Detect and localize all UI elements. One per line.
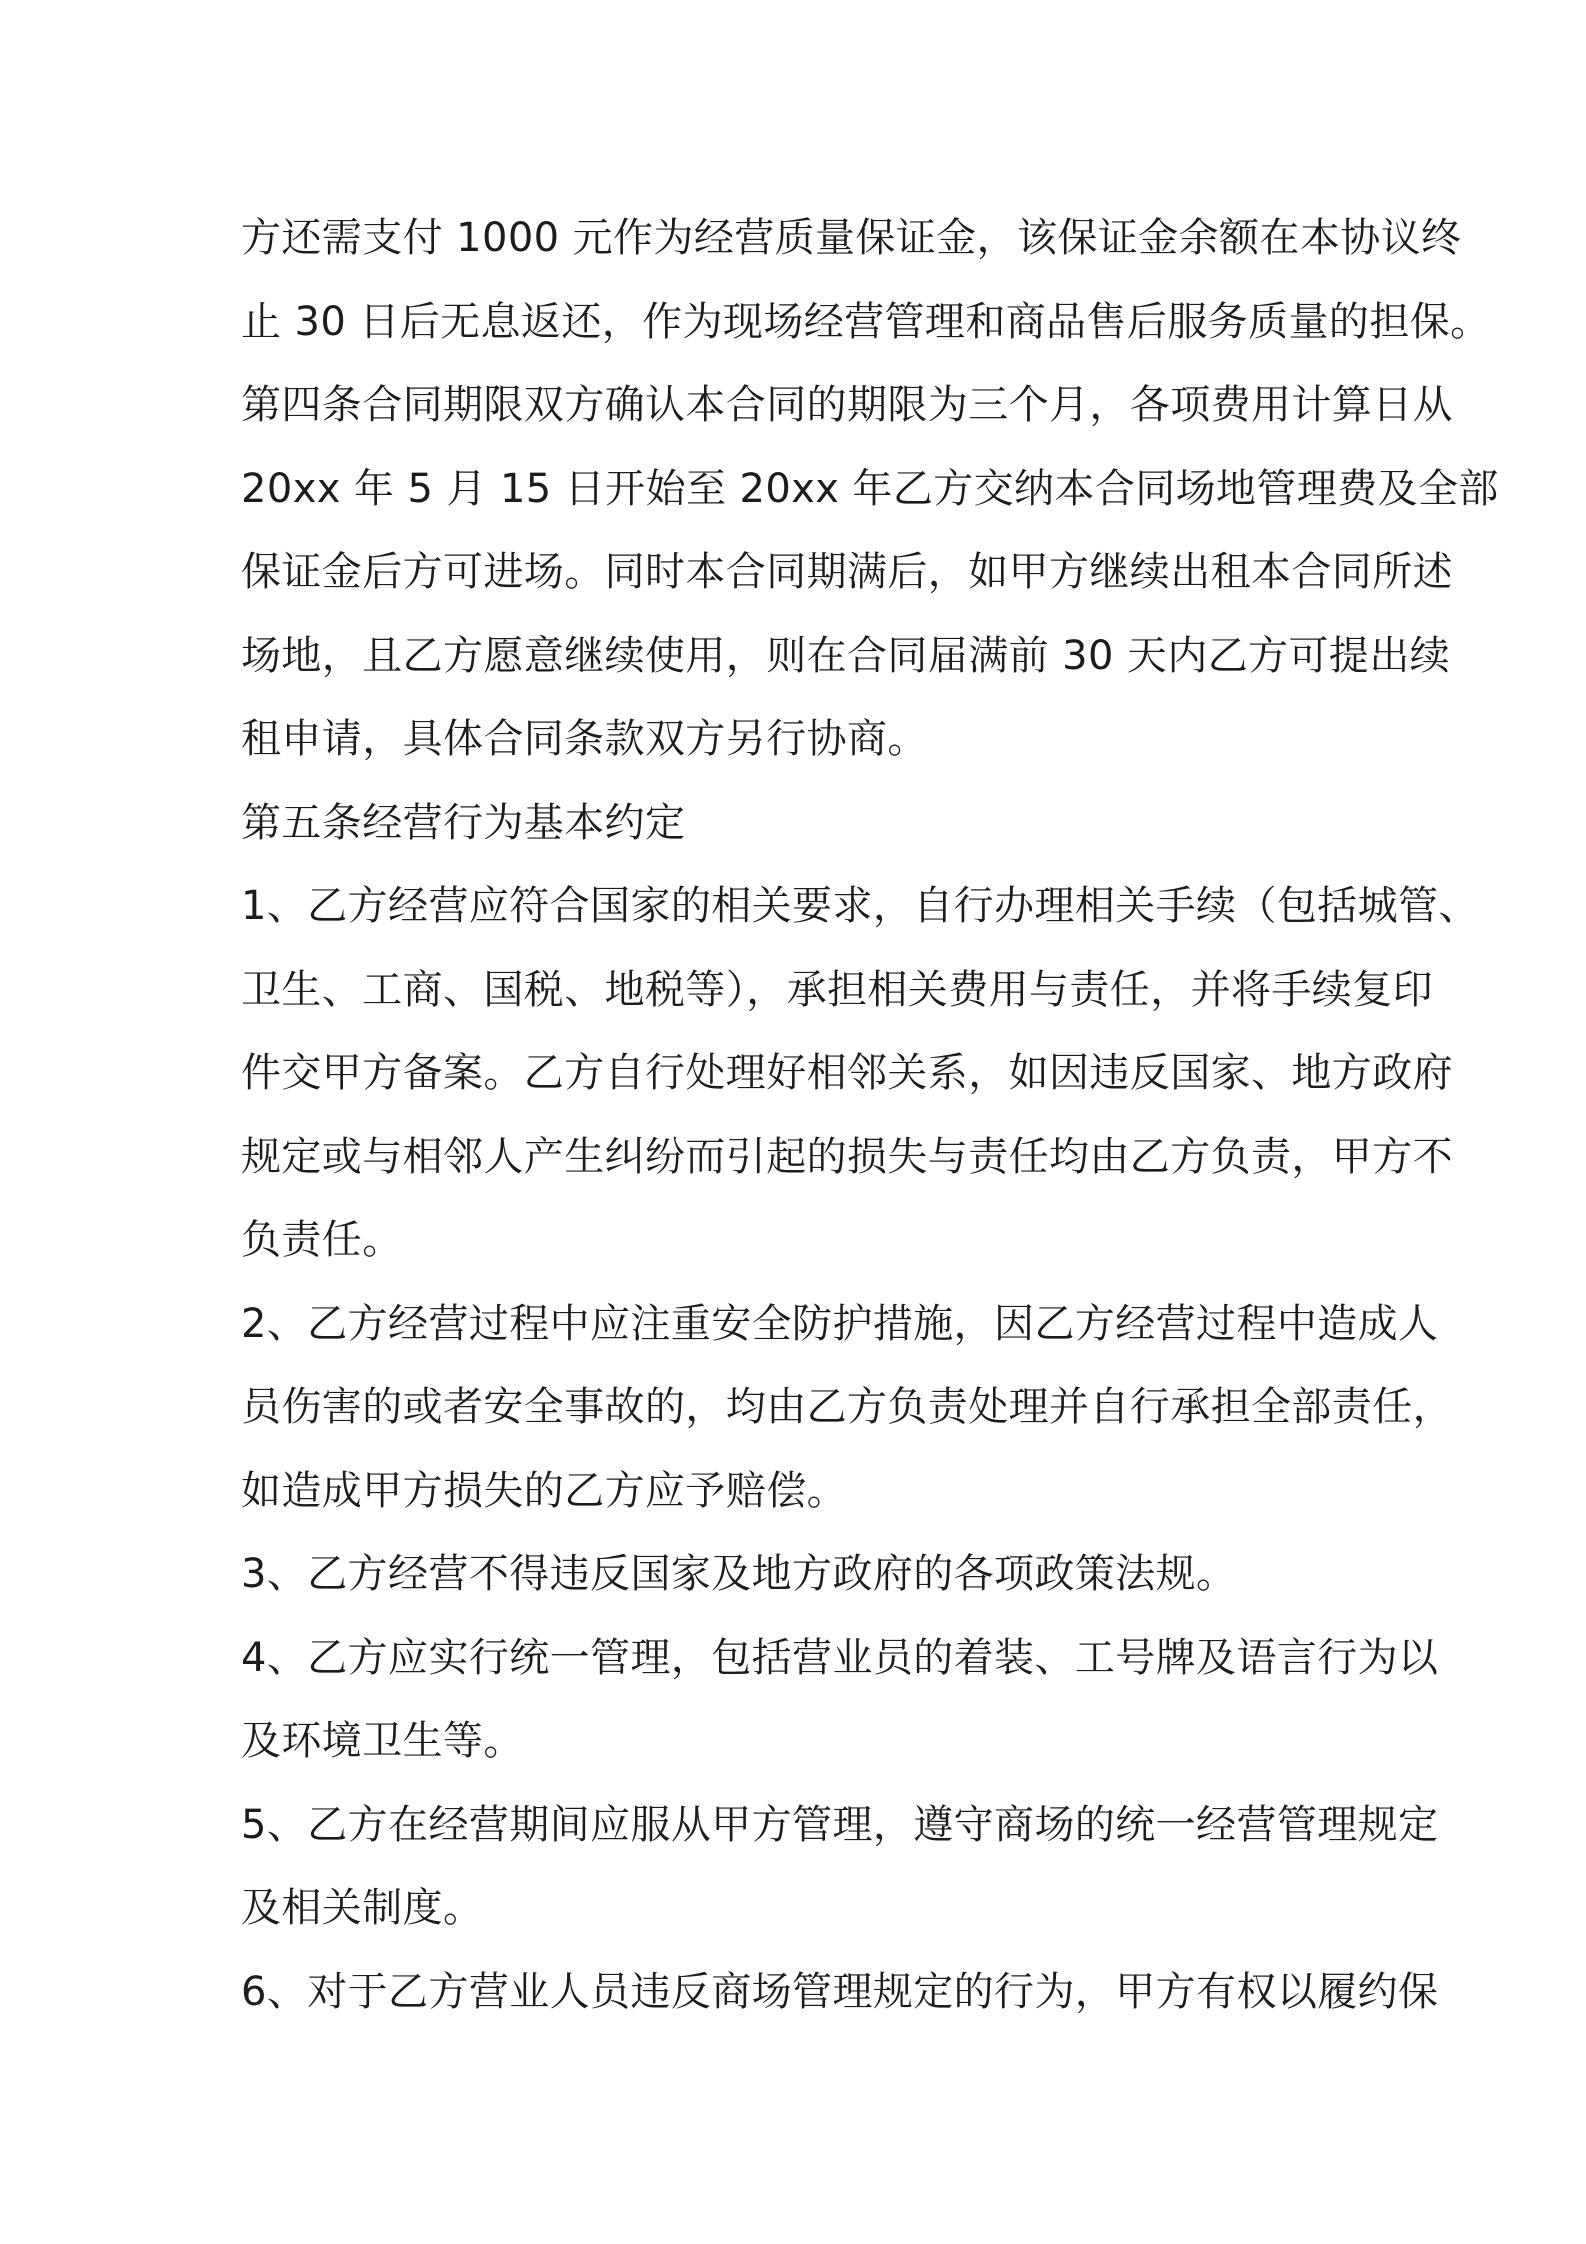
text-line-05: 保证金后方可进场。同时本合同期满后，如甲方继续出租本合同所述 — [241, 549, 1453, 595]
text-line-12: 规定或与相邻人产生纠纷而引起的损失与责任均由乙方负责，甲方不 — [241, 1133, 1453, 1180]
text-line-15: 员伤害的或者安全事故的，均由乙方负责处理并自行承担全部责任， — [241, 1384, 1453, 1430]
text-line-11: 件交甲方备案。乙方自行处理好相邻关系，如因违反国家、地方政府 — [241, 1050, 1453, 1096]
text-line-16: 如造成甲方损失的乙方应予赔偿。 — [241, 1467, 847, 1514]
text-line-22: 6、对于乙方营业人员违反商场管理规定的行为，甲方有权以履约保 — [241, 1968, 1439, 2015]
text-line-02: 止 30 日后无息返还，作为现场经营管理和商品售后服务质量的担保。 — [241, 298, 1491, 345]
text-line-06: 场地，且乙方愿意继续使用，则在合同届满前 30 天内乙方可提出续 — [241, 632, 1451, 679]
text-line-18: 4、乙方应实行统一管理，包括营业员的着装、工号牌及语言行为以 — [241, 1634, 1439, 1681]
text-line-07: 租申请，具体合同条款双方另行协商。 — [241, 716, 928, 762]
text-line-10: 卫生、工商、国税、地税等），承担相关费用与责任，并将手续复印 — [241, 966, 1433, 1013]
text-line-13: 负责任。 — [241, 1217, 403, 1263]
contract-body-text — [241, 197, 1499, 2034]
text-line-14: 2、乙方经营过程中应注重安全防护措施，因乙方经营过程中造成人 — [241, 1300, 1439, 1347]
text-line-19: 及环境卫生等。 — [241, 1718, 524, 1764]
text-line-17: 3、乙方经营不得违反国家及地方政府的各项政策法规。 — [241, 1551, 1237, 1597]
section-heading-article-5: 第五条经营行为基本约定 — [241, 799, 686, 846]
text-line-04: 20xx 年 5 月 15 日开始至 20xx 年乙方交纳本合同场地管理费及全部 — [241, 465, 1499, 512]
text-line-03: 第四条合同期限双方确认本合同的期限为三个月，各项费用计算日从 — [241, 382, 1453, 428]
text-line-20: 5、乙方在经营期间应服从甲方管理，遵守商场的统一经营管理规定 — [241, 1801, 1439, 1848]
text-line-01: 方还需支付 1000 元作为经营质量保证金，该保证金余额在本协议终 — [241, 215, 1462, 261]
text-line-09: 1、乙方经营应符合国家的相关要求，自行办理相关手续（包括城管、 — [241, 883, 1479, 929]
text-line-21: 及相关制度。 — [241, 1885, 484, 1931]
